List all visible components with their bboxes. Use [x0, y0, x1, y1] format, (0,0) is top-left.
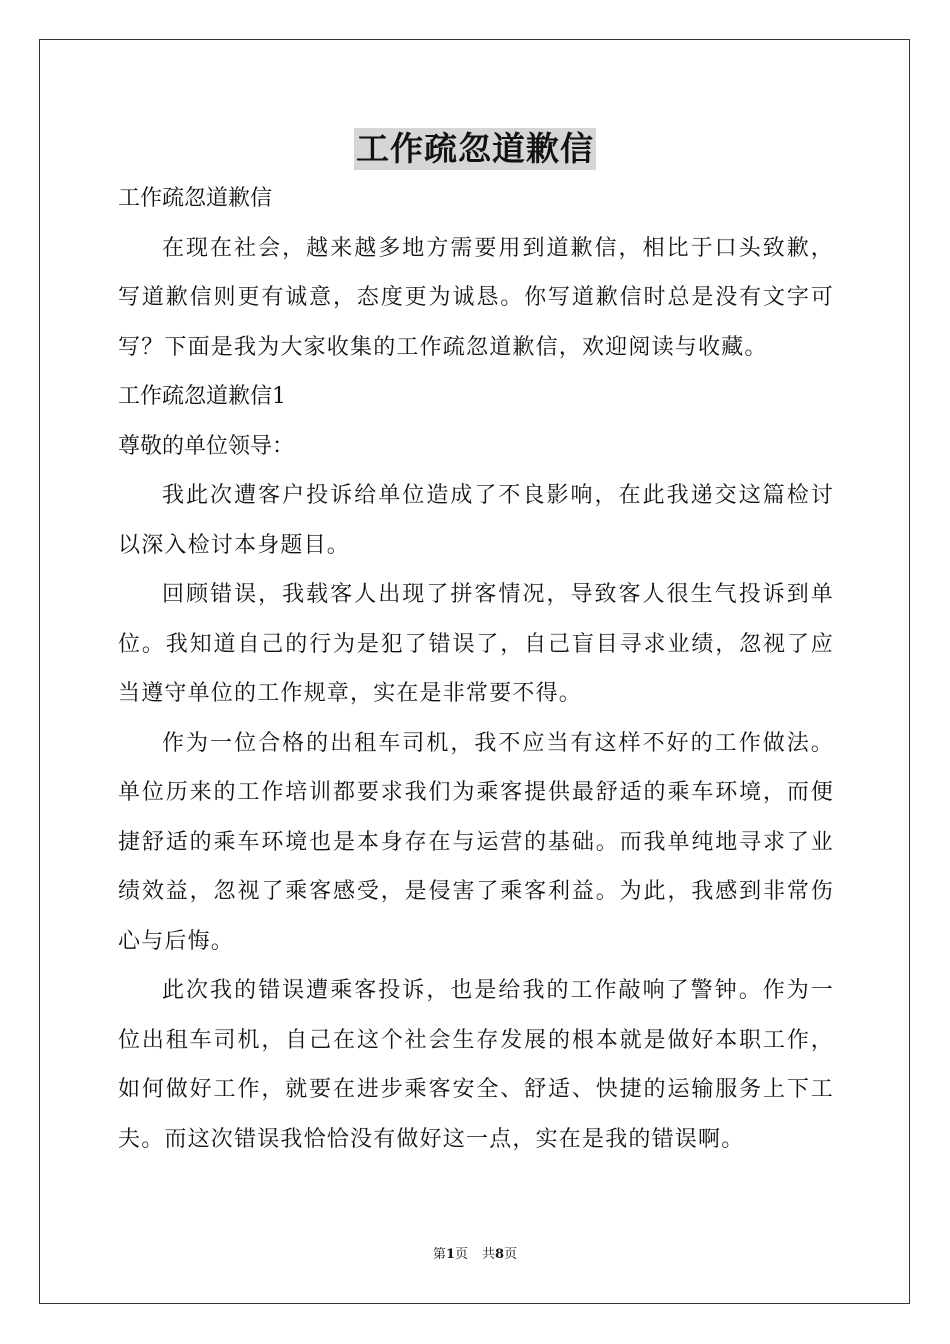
page-number: 1 — [445, 1247, 455, 1262]
body-paragraph: 此次我的错误遭乘客投诉，也是给我的工作敲响了警钟。作为一位出租车司机，自己在这个社会生存发展的根本就是做好本职工作，如何做好工作，就要在进步乘客安全、舒适、快捷的运输服务上下工夫。而这次错误我恰恰没有做好这一点，实在是我的错误啊。 — [118, 978, 834, 1152]
body-paragraph: 我此次遭客户投诉给单位造成了不良影响，在此我递交这篇检讨以深入检讨本身题目。 — [118, 483, 834, 558]
title-container — [0, 128, 950, 170]
document-title: 工作疏忽道歉信 — [356, 129, 594, 168]
intro-paragraph: 在现在社会，越来越多地方需要用到道歉信，相比于口头致歉，写道歉信则更有诚意，态度更为诚恳。你写道歉信时总是没有文字可写？下面是我为大家收集的工作疏忽道歉信，欢迎阅读与收藏。 — [118, 235, 834, 360]
page-label-prefix: 第 — [432, 1247, 446, 1262]
document-subtitle: 工作疏忽道歉信 — [118, 186, 273, 211]
page-label-suffix: 页 — [454, 1247, 468, 1262]
total-label-prefix: 共 — [482, 1247, 496, 1262]
document-body — [118, 174, 834, 1164]
salutation: 尊敬的单位领导： — [118, 433, 295, 459]
total-pages: 8 — [495, 1247, 505, 1262]
body-paragraph: 作为一位合格的出租车司机，我不应当有这样不好的工作做法。单位历来的工作培训都要求我们为乘客提供最舒适的乘车环境，而便捷舒适的乘车环境也是本身存在与运营的基础。而我单纯地寻求了业绩效益，忽视了乘客感受，是侵害了乘客利益。为此，我感到非常伤心与后悔。 — [118, 730, 834, 954]
total-label-suffix: 页 — [504, 1247, 518, 1262]
page-footer — [0, 1246, 950, 1264]
letter-heading: 工作疏忽道歉信1 — [118, 384, 286, 409]
body-paragraph: 回顾错误，我载客人出现了拼客情况，导致客人很生气投诉到单位。我知道自己的行为是犯了错误了，自己盲目寻求业绩，忽视了应当遵守单位的工作规章，实在是非常要不得。 — [118, 582, 834, 706]
